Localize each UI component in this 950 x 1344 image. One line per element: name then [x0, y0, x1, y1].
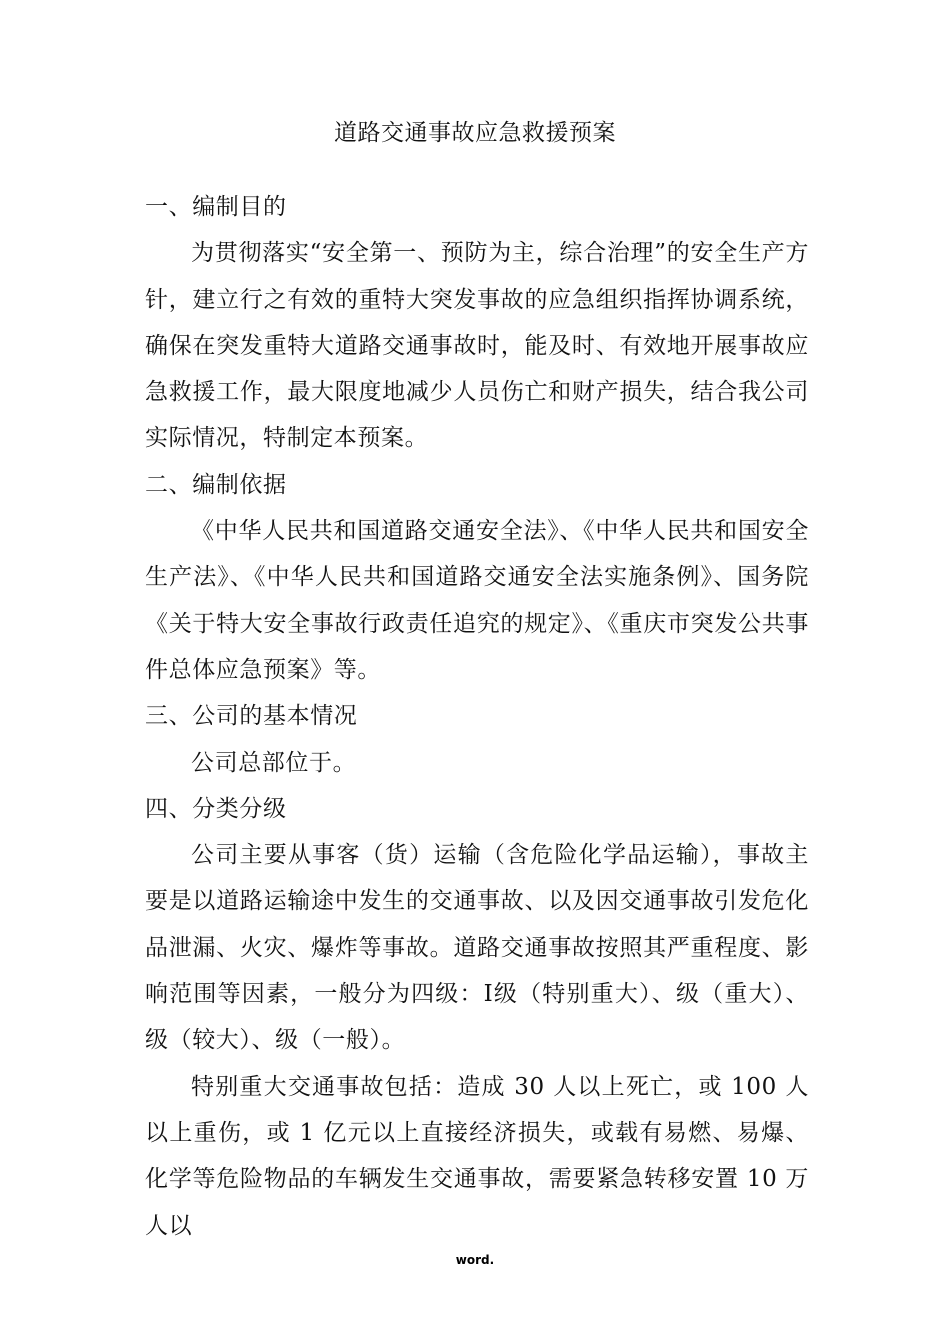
section-paragraph-major-accident: 特别重大交通事故包括：造成 30 人以上死亡，或 100 人以上重伤，或 1 亿元以上直接经济损失，或载有易燃、易爆、化学等危险物品的车辆发生交通事故，需要紧急转移安置 10 万人以 [145, 1073, 809, 1239]
section-paragraph-purpose: 为贯彻落实“安全第一、预防为主，综合治理”的安全生产方针，建立行之有效的重特大突发事故的应急组织指挥协调系统，确保在突发重特大道路交通事故时，能及时、有效地开展事故应急救援工作，最大限度地减少人员伤亡和财产损失，结合我公司实际情况，特制定本预案。 [145, 240, 809, 452]
section-heading-basis: 二、编制依据 [145, 471, 287, 498]
section-paragraph-basis: 《中华人民共和国道路交通安全法》、《中华人民共和国安全生产法》、《中华人民共和国道路交通安全法实施条例》、国务院《关于特大安全事故行政责任追究的规定》、《重庆市突发公共事件总体应急预案》等。 [145, 518, 809, 683]
document-title: 道路交通事故应急救援预案 [334, 120, 616, 146]
section-paragraph-classification: 公司主要从事客（货）运输（含危险化学品运输），事故主要是以道路运输途中发生的交通事故、以及因交通事故引发危化品泄漏、火灾、爆炸等事故。道路交通事故按照其严重程度、影响范围等因素，一般分为四级：Ⅰ级（特别重大）、级（重大）、级（较大）、级（一般）。 [145, 842, 809, 1054]
section-paragraph-company: 公司总部位于。 [191, 749, 357, 776]
section-heading-classification: 四、分类分级 [145, 795, 287, 822]
section-heading-purpose: 一、编制目的 [145, 194, 287, 220]
section-heading-company: 三、公司的基本情况 [145, 703, 358, 730]
document-body [145, 184, 809, 1249]
page-footer: word. [455, 1253, 495, 1267]
